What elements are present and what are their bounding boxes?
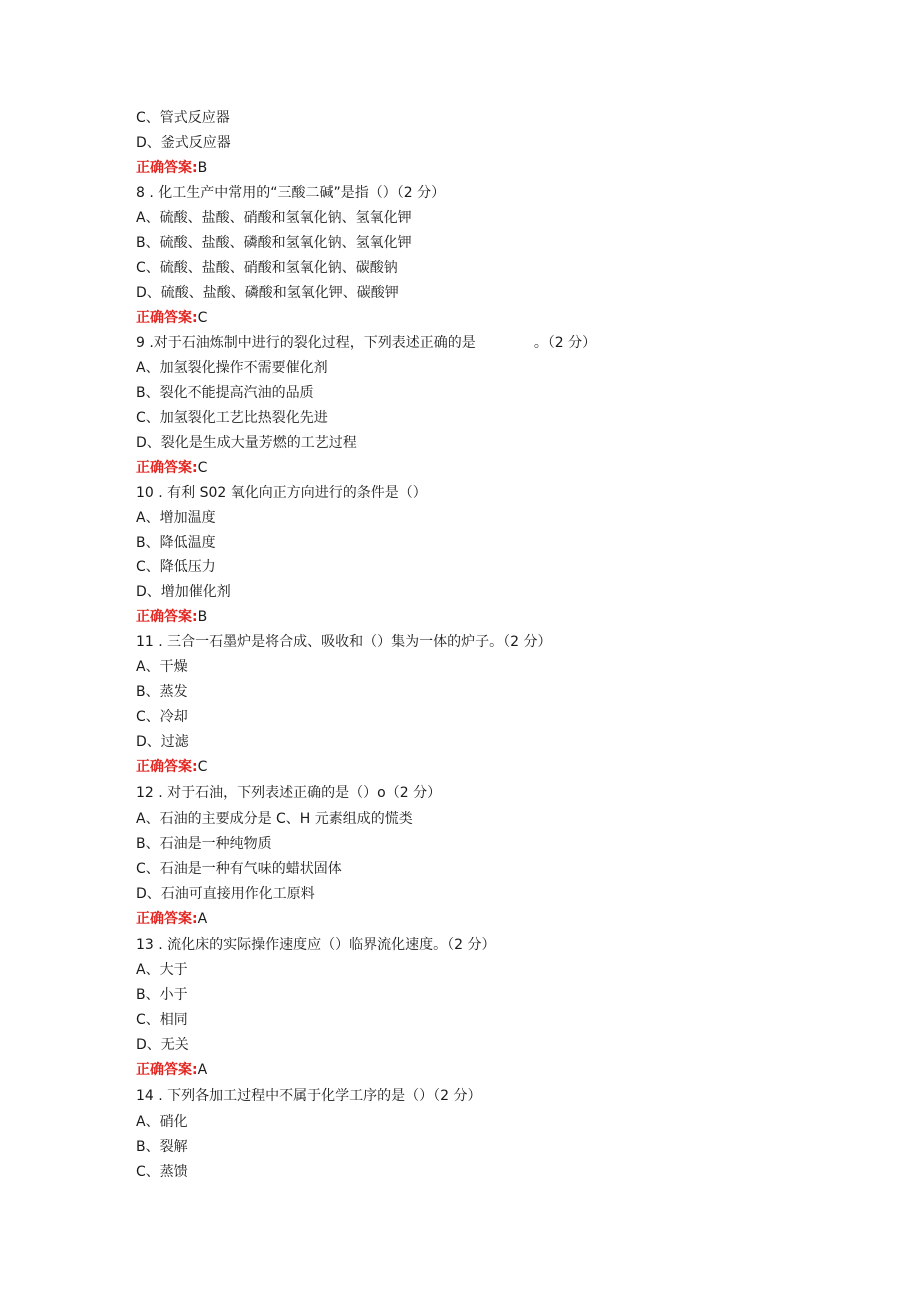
q14-option-c: C、蒸馈: [136, 1164, 188, 1180]
q12-option-d: D、石油可直接用作化工原料: [136, 886, 315, 902]
q14-option-b: B、裂解: [136, 1139, 188, 1155]
q12-option-c: C、石油是一种有气味的蜡状固体: [136, 861, 342, 877]
q13-option-b: B、小于: [136, 987, 188, 1003]
q8-option-d: D、硫酸、盐酸、磷酸和氢氧化钾、碳酸钾: [136, 285, 399, 301]
q13-answer: [136, 1058, 876, 1082]
answer-value: B: [197, 160, 208, 176]
q13-option-c: C、相同: [136, 1012, 188, 1028]
q8-option-c: C、硫酸、盐酸、硝酸和氢氧化钠、碳酸钠: [136, 260, 398, 276]
q11-option-d: D、过滤: [136, 734, 189, 750]
answer-label: 正确答案:: [136, 460, 198, 476]
q8-option-a: A、硫酸、盐酸、硝酸和氢氧化钠、氢氧化钾: [136, 210, 412, 226]
answer-value: A: [197, 1062, 208, 1078]
q14-option-a: A、硝化: [136, 1114, 188, 1130]
answer-value: C: [197, 759, 208, 775]
q9-option-d: D、裂化是生成大量芳燃的工艺过程: [136, 435, 357, 451]
q7-option-c: C、管式反应器: [136, 110, 230, 126]
q10-answer: [136, 605, 876, 629]
answer-value: C: [197, 460, 208, 476]
q7-option-d: D、釜式反应器: [136, 135, 231, 151]
q9-stem-part1: 9 .对于石油炼制中进行的裂化过程，下列表述正确的是: [136, 335, 476, 351]
q13-option-d: D、无关: [136, 1037, 189, 1053]
q14-stem: 14 . 下列各加工过程中不属于化学工序的是（）（2 分）: [136, 1088, 482, 1104]
q9-option-a: A、加氢裂化操作不需要催化剂: [136, 360, 328, 376]
q11-option-b: B、蒸发: [136, 684, 188, 700]
answer-value: C: [197, 310, 208, 326]
answer-label: 正确答案:: [136, 911, 198, 927]
q9-option-b: B、裂化不能提高汽油的品质: [136, 385, 314, 401]
q8-option-b: B、硫酸、盐酸、磷酸和氢氧化钠、氢氧化钾: [136, 235, 412, 251]
answer-label: 正确答案:: [136, 310, 198, 326]
q13-option-a: A、大于: [136, 962, 188, 978]
answer-label: 正确答案:: [136, 1062, 198, 1078]
q10-option-c: C、降低压力: [136, 559, 216, 575]
q13-stem: 13 . 流化床的实际操作速度应（）临界流化速度。（2 分）: [136, 937, 496, 953]
q12-option-b: B、石油是一种纯物质: [136, 836, 272, 852]
q10-stem: 10 . 有利 S02 氧化向正方向进行的条件是（）: [136, 485, 427, 501]
q9-answer: [136, 456, 876, 480]
q9-stem: [136, 331, 876, 355]
q11-option-a: A、干燥: [136, 659, 188, 675]
q10-option-a: A、增加温度: [136, 510, 216, 526]
q11-stem: 11 . 三合一石墨炉是将合成、吸收和（）集为一体的炉子。（2 分）: [136, 634, 552, 650]
q12-answer: [136, 907, 876, 931]
q11-option-c: C、冷却: [136, 709, 188, 725]
q9-stem-part2: 。（2 分）: [533, 335, 597, 351]
answer-label: 正确答案:: [136, 160, 198, 176]
q9-option-c: C、加氢裂化工艺比热裂化先进: [136, 410, 328, 426]
q10-option-d: D、增加催化剂: [136, 584, 231, 600]
q8-stem: 8 . 化工生产中常用的“三酸二碱”是指（）（2 分）: [136, 185, 446, 201]
q10-option-b: B、降低温度: [136, 535, 216, 551]
answer-label: 正确答案:: [136, 759, 198, 775]
q7-answer: [136, 156, 876, 180]
q8-answer: [136, 306, 876, 330]
answer-value: B: [197, 609, 208, 625]
answer-value: A: [197, 911, 208, 927]
answer-label: 正确答案:: [136, 609, 198, 625]
q12-stem: 12 . 对于石油，下列表述正确的是（）o（2 分）: [136, 785, 442, 801]
q11-answer: [136, 755, 876, 779]
q12-option-a: A、石油的主要成分是 C、H 元素组成的慌类: [136, 811, 413, 827]
